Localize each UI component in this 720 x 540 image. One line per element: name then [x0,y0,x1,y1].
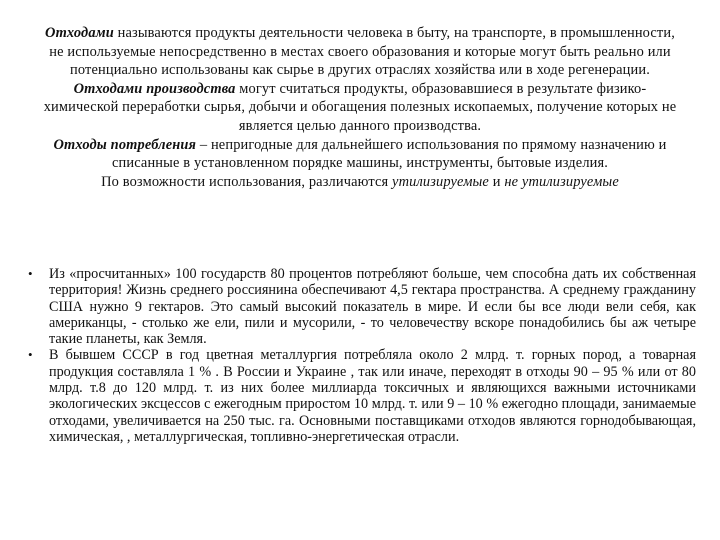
term-production-waste: Отходами производства [73,80,236,97]
term-consumption-waste: Отходы потребления [53,136,197,153]
classification-non-recyclable: не утилизируемые [504,173,619,190]
list-item [22,347,696,445]
bullet-icon: • [28,266,33,281]
fact-text: Из «просчитанных» 100 государств 80 процентов потребляют больше, чем способна дать их собственная территория! Жизнь среднего россиянина обеспечивают 4,5 гектара пространства. А среднему гражданину США нужно 9 гектаров. Это самый высокий показатель в мире. И если бы все люди вели себя, как американцы, - столько же ели, пили и мусорили, - то человечеству вскоре понадобились бы аж четыре такие планеты, как Земля. [49,266,696,348]
definition-waste-text: называются продукты деятельности человека в быту, на транспорте, в промышленности, не используемые непосредственно в местах своего образования и которые могут быть реально или потенциально использованы как сырье в других отраслях хозяйства или в ходе регенерации. [49,25,675,79]
bullet-icon: • [28,347,33,363]
classification-line [40,173,680,192]
classification-conjunction: и [488,173,505,190]
definition-consumption-waste-text: – непригодные для дальнейшего использования по прямому назначению и списанные в установленном порядке машины, инструменты, бытовые изделия. [111,136,667,172]
definition-production-waste [40,80,680,136]
fact-text: В бывшем СССР в год цветная металлургия потребляла около 2 млрд. т. горных пород, а товарная продукция составляла 1 % . В России и Украине , так или иначе, переходят в отходы 90 – 95 % или от 80 млрд. т.8 до 120 млрд. т. из них более миллиарда токсичных и являющихся важными источниками экологических эксцессов с ежегодным приростом 10 млрд. т. или 9 – 10 % ежегодно площади, занимаемые отходами, увеличивается на 250 тыс. га. Основными поставщиками отходов являются горнодобывающая, химическая, , металлургическая, топливно-энергетическая отрасли. [49,347,696,445]
definitions-block [40,24,680,191]
definition-waste [40,24,680,80]
definition-production-waste-text: могут считаться продукты, образовавшиеся в результате физико-химической переработки сырья, добычи и обогащения полезных ископаемых, получение которых не является целью данного производства. [43,80,677,134]
classification-recyclable: утилизируемые [392,173,489,190]
term-waste: Отходами [45,25,114,41]
classification-prefix: По возможности использования, различаются [101,173,393,190]
list-item [22,266,696,347]
definition-consumption-waste [40,136,680,173]
facts-list [22,266,696,445]
